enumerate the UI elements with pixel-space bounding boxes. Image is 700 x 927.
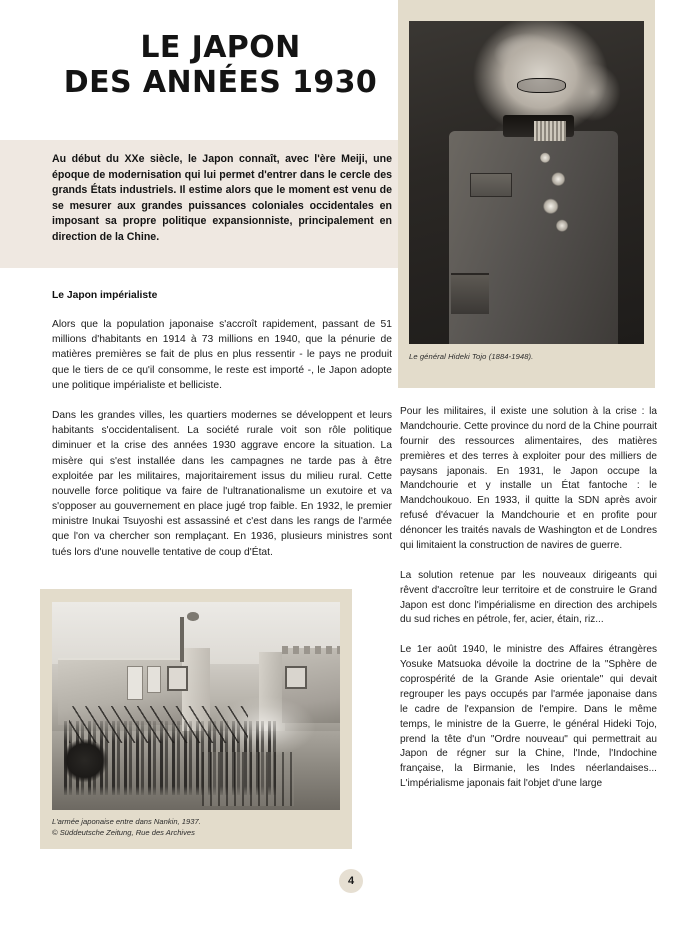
nankin-caption-line-1: L'armée japonaise entre dans Nankin, 1937. xyxy=(52,817,201,826)
tojo-photo-caption: Le général Hideki Tojo (1884-1948). xyxy=(409,352,534,361)
utility-pole-shape xyxy=(180,617,183,663)
page-number-badge: 4 xyxy=(339,869,363,893)
banner-shape-2 xyxy=(147,666,161,693)
right-paragraph-3: Le 1er août 1940, le ministre des Affaires étrangères Yosuke Matsuoka dévoile la doctrine de la "Sphère de coprospérité de la Grande Asie orientale" qui devait regrouper les pays occupés par l'armée japonaise dans le cadre de l'expansion de l'empire. Dans le même temps, le ministre de la Guerre, le général Hideki Tojo, prend la tête d'un "Ordre nouveau" qui permettrait au Japon de régner sur la Chine, l'Inde, l'Indochine française, la Birmanie, les Indes néerlandaises... L'impérialisme japonais fait l'objet d'une large xyxy=(400,644,657,790)
horse-shape xyxy=(64,739,110,793)
intro-paragraph: Au début du XXe siècle, le Japon connaît, avec l'ère Meiji, une époque de modernisation qui lui permet d'entrer dans le cercle des grands États industriels. Il estime alors que le moment est venu de se mesurer aux grandes puissances coloniales occidentales en imposant sa propre politique expansionniste, principalement en direction de la Chine. xyxy=(52,153,392,243)
left-paragraph-2: Dans les grandes villes, les quartiers modernes se développent et leurs habitants s'occidentalisent. La société rurale voit son rôle politique diminuer et la crise des années 1930 aggrave encore la situation. La misère qui s'est installée dans les campagnes ne tarde pas à être exploitée par les militaires, majoritairement issus du milieu rural. Cette nouvelle force politique va faire de l'ultranationalisme un exutoire et va s'opposer au gouvernement en place jugé trop faible. En 1932, le premier ministre Inukai Tsuyoshi est assassiné et c'est dans les rangs de l'armée que l'on va chercher son remplaçant. En 1936, plusieurs ministres sont tués lors d'une nouvelle tentative de coup d'État. xyxy=(52,409,392,558)
plaque-shape-1 xyxy=(167,666,188,691)
ribbon-shape xyxy=(534,121,567,140)
tojo-photograph xyxy=(409,21,644,344)
right-paragraph-1: Pour les militaires, il existe une solution à la crise : la Mandchourie. Cette province du nord de la Chine pourrait fournir des ressources alimentaires, des matières premières et des terres à exploiter pour des milliers de paysans japonais. En 1931, le Japon occupe la Mandchourie et y installe un État fantoche : le Mandchoukouo. En 1933, il quitte la SDN après avoir refusé d'évacuer la Mandchourie et en profite pour dénoncer les traités navals de Washington et de Londres qui limitaient la construction de navires de guerre. xyxy=(400,406,657,551)
medals-shape xyxy=(531,150,578,247)
right-column xyxy=(400,405,657,807)
left-paragraph-1: Alors que la population japonaise s'accroît rapidement, passant de 51 millions d'habitants en 1914 à 73 millions en 1940, que la pénurie de matières premières se fait de plus en plus ressentir - le pays ne produit que le tiers de ce qu'il consomme, le reste est importé -, le Japon adopte une politique impérialiste et belliciste. xyxy=(52,319,392,391)
left-column xyxy=(52,290,392,575)
lamp-shape xyxy=(187,612,199,620)
intro-highlight-band xyxy=(0,140,398,268)
bridge-shape xyxy=(202,752,294,806)
nankin-photograph xyxy=(52,602,340,810)
tojo-photo-panel xyxy=(398,0,655,388)
right-paragraph-2: La solution retenue par les nouveaux dirigeants qui rêvent d'accroître leur territoire et de construire le Grand Japon est donc l'impérialisme en direction des archipels du sud riches en pétrole, fer, acier, étain, riz... xyxy=(400,569,657,626)
nankin-photo-image xyxy=(52,602,340,810)
glasses-shape xyxy=(517,78,566,94)
nankin-caption-credit: © Süddeutsche Zeitung, Rue des Archives xyxy=(52,827,195,837)
pocket-shape xyxy=(470,173,512,198)
title-line-2: DES ANNÉES 1930 xyxy=(63,65,378,101)
nankin-photo-caption xyxy=(52,817,344,839)
section-heading: Le Japon impérialiste xyxy=(52,290,158,301)
nankin-photo-panel xyxy=(40,589,352,849)
tojo-portrait-image xyxy=(409,21,644,344)
page-title xyxy=(48,30,393,101)
title-line-1: LE JAPON xyxy=(140,30,301,65)
sleeve-shape xyxy=(451,273,489,314)
banner-shape-1 xyxy=(127,666,143,699)
battlement-shape xyxy=(282,646,340,654)
